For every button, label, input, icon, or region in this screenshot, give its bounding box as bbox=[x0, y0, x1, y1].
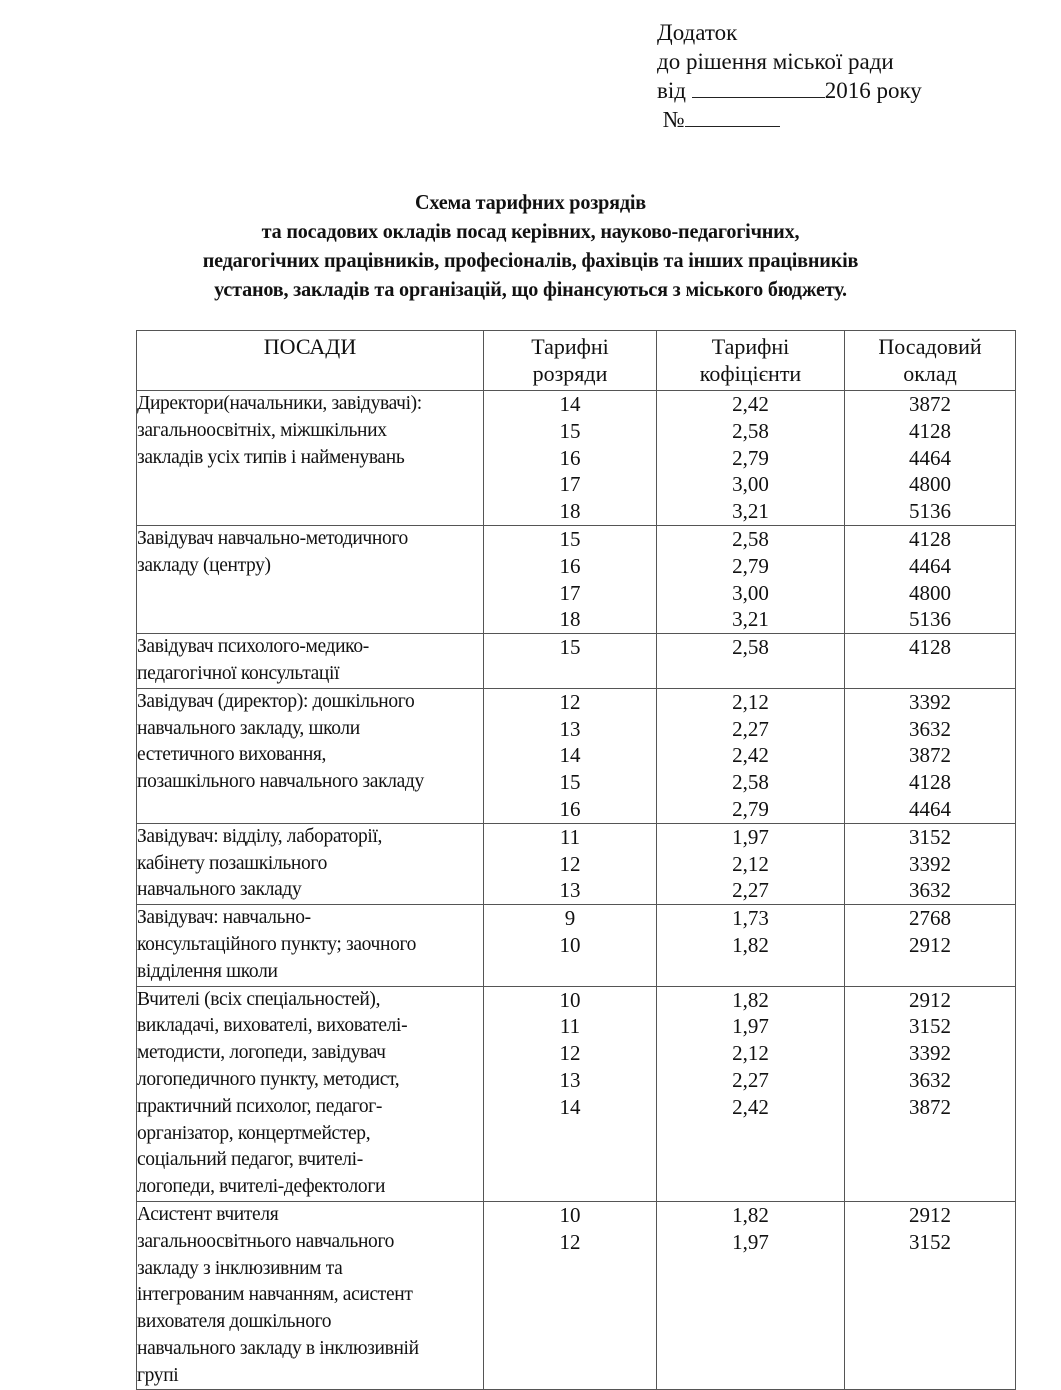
coefficient-value: 2,42 bbox=[732, 392, 769, 416]
header-salary: Посадовий оклад bbox=[845, 331, 1016, 391]
position-line: закладу з інклюзивним та bbox=[137, 1257, 343, 1279]
annex-date-prefix: від bbox=[657, 78, 686, 103]
grade-value: 14 bbox=[559, 392, 581, 416]
grade-value: 12 bbox=[559, 1041, 581, 1066]
grade-value: 10 bbox=[559, 987, 581, 1012]
coefficient-value: 2,58 bbox=[732, 770, 769, 795]
salary-value: 5136 bbox=[909, 499, 951, 524]
grade-cell bbox=[484, 986, 657, 1201]
grade-cell bbox=[484, 688, 657, 823]
grade-value: 18 bbox=[559, 607, 581, 632]
grade-cell bbox=[484, 1201, 657, 1390]
grade-value: 14 bbox=[559, 743, 581, 768]
salary-value: 4128 bbox=[909, 526, 951, 551]
coefficient-cell bbox=[657, 1201, 845, 1390]
coefficient-cell bbox=[657, 525, 845, 633]
position-line: Завідувач: відділу, лабораторії, bbox=[137, 825, 383, 847]
coefficient-value: 3,21 bbox=[732, 607, 769, 632]
salary-value: 3152 bbox=[909, 1014, 951, 1039]
position-line: Завідувач навчально-методичного bbox=[137, 527, 408, 549]
coefficient-value: 1,82 bbox=[732, 1202, 769, 1227]
salary-cell bbox=[845, 525, 1016, 633]
coefficient-value: 3,21 bbox=[732, 499, 769, 524]
grade-value: 13 bbox=[559, 878, 581, 903]
header-positions: ПОСАДИ bbox=[137, 331, 484, 391]
header-coefficients: Тарифні кофіцієнти bbox=[657, 331, 845, 391]
title-line: установ, закладів та організацій, що фінансуються з міського бюджету. bbox=[214, 277, 847, 301]
position-line: загальноосвітнього навчального bbox=[137, 1230, 395, 1252]
position-line: навчального закладу в інклюзивній bbox=[137, 1337, 419, 1359]
table-row bbox=[137, 688, 1016, 823]
salary-value: 3152 bbox=[909, 824, 951, 849]
salary-value: 2912 bbox=[909, 932, 951, 957]
coefficient-value: 2,27 bbox=[732, 1067, 769, 1092]
document-title bbox=[0, 188, 1061, 304]
annex-date-suffix: 2016 року bbox=[824, 78, 922, 103]
coefficient-value: 1,97 bbox=[732, 1229, 769, 1254]
coefficient-value: 2,42 bbox=[732, 1094, 769, 1119]
grade-cell bbox=[484, 525, 657, 633]
salary-value: 2912 bbox=[909, 987, 951, 1012]
coefficient-value: 1,97 bbox=[732, 824, 769, 849]
annex-decision-line: до рішення міської ради bbox=[657, 49, 894, 74]
grade-value: 18 bbox=[559, 499, 581, 524]
position-line: інтегрованим навчанням, асистент bbox=[137, 1284, 413, 1306]
grade-cell bbox=[484, 634, 657, 689]
position-line: закладів усіх типів і найменувань bbox=[137, 446, 405, 468]
coefficient-value: 2,42 bbox=[732, 743, 769, 768]
salary-value: 5136 bbox=[909, 607, 951, 632]
position-cell bbox=[137, 823, 484, 904]
coefficient-value: 3,00 bbox=[732, 472, 769, 497]
salary-value: 3392 bbox=[909, 689, 951, 714]
annex-header bbox=[657, 18, 922, 134]
coefficient-cell bbox=[657, 634, 845, 689]
position-line: Завідувач (директор): дошкільного bbox=[137, 690, 415, 712]
position-cell bbox=[137, 634, 484, 689]
salary-value: 4800 bbox=[909, 580, 951, 605]
coefficient-value: 2,58 bbox=[732, 418, 769, 443]
salary-value: 3632 bbox=[909, 878, 951, 903]
date-blank bbox=[692, 77, 825, 98]
grade-value: 11 bbox=[559, 1014, 581, 1039]
coefficient-cell bbox=[657, 905, 845, 986]
position-line: закладу (центру) bbox=[137, 554, 271, 576]
salary-cell bbox=[845, 905, 1016, 986]
annex-date-line bbox=[657, 76, 922, 105]
salary-value: 4128 bbox=[909, 418, 951, 443]
grade-value: 10 bbox=[559, 932, 581, 957]
position-line: соціальний педагог, вчителі- bbox=[137, 1149, 363, 1171]
position-line: Директори(начальники, завідувачі): bbox=[137, 393, 422, 414]
grade-value: 15 bbox=[559, 770, 581, 795]
position-line: групі bbox=[137, 1364, 179, 1386]
coefficient-cell bbox=[657, 823, 845, 904]
salary-value: 3872 bbox=[909, 392, 951, 416]
table-row bbox=[137, 823, 1016, 904]
grade-value: 12 bbox=[559, 1229, 581, 1254]
salary-value: 3392 bbox=[909, 851, 951, 876]
position-line: вихователя дошкільного bbox=[137, 1311, 332, 1333]
coefficient-value: 1,73 bbox=[732, 906, 769, 931]
grade-value: 16 bbox=[559, 553, 581, 578]
salary-cell bbox=[845, 391, 1016, 526]
grade-value: 16 bbox=[559, 445, 581, 470]
salary-value: 3392 bbox=[909, 1041, 951, 1066]
annex-label: Додаток bbox=[657, 20, 738, 45]
table-header-row bbox=[137, 331, 1016, 391]
title-line: педагогічних працівників, професіоналів, фахівців та інших працівників bbox=[202, 248, 859, 272]
salary-value: 4464 bbox=[909, 796, 951, 821]
grade-value: 15 bbox=[559, 418, 581, 443]
grade-value: 12 bbox=[559, 689, 581, 714]
salary-value: 4464 bbox=[909, 445, 951, 470]
position-line: загальноосвітніх, міжшкільних bbox=[137, 419, 387, 441]
grade-value: 17 bbox=[559, 580, 581, 605]
salary-cell bbox=[845, 823, 1016, 904]
grade-cell bbox=[484, 823, 657, 904]
salary-value: 3632 bbox=[909, 1067, 951, 1092]
coefficient-value: 2,27 bbox=[732, 878, 769, 903]
grade-cell bbox=[484, 905, 657, 986]
table-row bbox=[137, 525, 1016, 633]
position-line: Завідувач: навчально- bbox=[137, 907, 311, 929]
coefficient-value: 1,82 bbox=[732, 987, 769, 1012]
coefficient-value: 3,00 bbox=[732, 580, 769, 605]
title-line: Схема тарифних розрядів bbox=[415, 190, 646, 214]
grade-value: 15 bbox=[559, 526, 581, 551]
coefficient-value: 2,58 bbox=[732, 635, 769, 660]
coefficient-value: 2,12 bbox=[732, 1041, 769, 1066]
grade-value: 13 bbox=[559, 716, 581, 741]
position-line: кабінету позашкільного bbox=[137, 852, 327, 874]
salary-value: 2912 bbox=[909, 1202, 951, 1227]
salary-cell bbox=[845, 986, 1016, 1201]
salary-value: 3632 bbox=[909, 716, 951, 741]
salary-value: 3152 bbox=[909, 1229, 951, 1254]
position-cell bbox=[137, 986, 484, 1201]
position-cell bbox=[137, 905, 484, 986]
salary-value: 3872 bbox=[909, 743, 951, 768]
grade-value: 12 bbox=[559, 851, 581, 876]
position-cell bbox=[137, 1201, 484, 1390]
salary-cell bbox=[845, 634, 1016, 689]
salary-cell bbox=[845, 688, 1016, 823]
salary-table bbox=[136, 330, 1016, 1390]
table-row bbox=[137, 986, 1016, 1201]
position-line: практичний психолог, педагог- bbox=[137, 1095, 383, 1117]
position-cell bbox=[137, 391, 484, 526]
grade-value: 11 bbox=[559, 824, 581, 849]
grade-value: 17 bbox=[559, 472, 581, 497]
table-row bbox=[137, 634, 1016, 689]
title-line: та посадових окладів посад керівних, науково-педагогічних, bbox=[261, 219, 800, 243]
coefficient-cell bbox=[657, 986, 845, 1201]
position-line: Асистент вчителя bbox=[137, 1203, 279, 1225]
position-line: Завідувач психолого-медико- bbox=[137, 636, 369, 658]
position-line: організатор, концертмейстер, bbox=[137, 1122, 371, 1144]
number-sign: № bbox=[662, 107, 685, 132]
coefficient-value: 1,97 bbox=[732, 1014, 769, 1039]
salary-value: 4128 bbox=[909, 635, 951, 660]
position-line: навчального закладу, школи bbox=[137, 717, 360, 739]
coefficient-value: 2,12 bbox=[732, 851, 769, 876]
position-line: викладачі, вихователі, вихователі- bbox=[137, 1015, 408, 1037]
coefficient-value: 2,79 bbox=[732, 553, 769, 578]
salary-cell bbox=[845, 1201, 1016, 1390]
grade-value: 13 bbox=[559, 1067, 581, 1092]
position-line: навчального закладу bbox=[137, 879, 302, 901]
salary-value: 4464 bbox=[909, 553, 951, 578]
grade-value: 15 bbox=[559, 635, 581, 660]
coefficient-value: 2,79 bbox=[732, 445, 769, 470]
salary-value: 2768 bbox=[909, 906, 951, 931]
annex-number-line bbox=[657, 105, 922, 134]
coefficient-value: 1,82 bbox=[732, 932, 769, 957]
position-line: логопеди, вчителі-дефектологи bbox=[137, 1176, 386, 1198]
grade-value: 10 bbox=[559, 1202, 581, 1227]
position-line: педагогічної консультації bbox=[137, 662, 340, 684]
position-line: естетичного виховання, bbox=[137, 744, 327, 766]
position-line: відділення школи bbox=[137, 960, 278, 982]
salary-value: 3872 bbox=[909, 1094, 951, 1119]
header-grades: Тарифні розряди bbox=[484, 331, 657, 391]
position-cell bbox=[137, 688, 484, 823]
grade-cell bbox=[484, 391, 657, 526]
position-line: логопедичного пункту, методист, bbox=[137, 1068, 400, 1090]
coefficient-cell bbox=[657, 688, 845, 823]
position-cell bbox=[137, 525, 484, 633]
position-line: позашкільного навчального закладу bbox=[137, 771, 424, 793]
coefficient-value: 2,27 bbox=[732, 716, 769, 741]
coefficient-value: 2,79 bbox=[732, 796, 769, 821]
salary-value: 4800 bbox=[909, 472, 951, 497]
coefficient-cell bbox=[657, 391, 845, 526]
salary-value: 4128 bbox=[909, 770, 951, 795]
grade-value: 14 bbox=[559, 1094, 581, 1119]
table-body bbox=[137, 391, 1016, 1390]
grade-value: 16 bbox=[559, 796, 581, 821]
table-row bbox=[137, 1201, 1016, 1390]
table-row bbox=[137, 391, 1016, 526]
position-line: методисти, логопеди, завідувач bbox=[137, 1042, 386, 1064]
table-row bbox=[137, 905, 1016, 986]
grade-value: 9 bbox=[564, 906, 576, 931]
position-line: консультаційного пункту; заочного bbox=[137, 933, 417, 955]
coefficient-value: 2,58 bbox=[732, 526, 769, 551]
position-line: Вчителі (всіх спеціальностей), bbox=[137, 988, 381, 1010]
number-blank bbox=[685, 106, 780, 127]
coefficient-value: 2,12 bbox=[732, 689, 769, 714]
